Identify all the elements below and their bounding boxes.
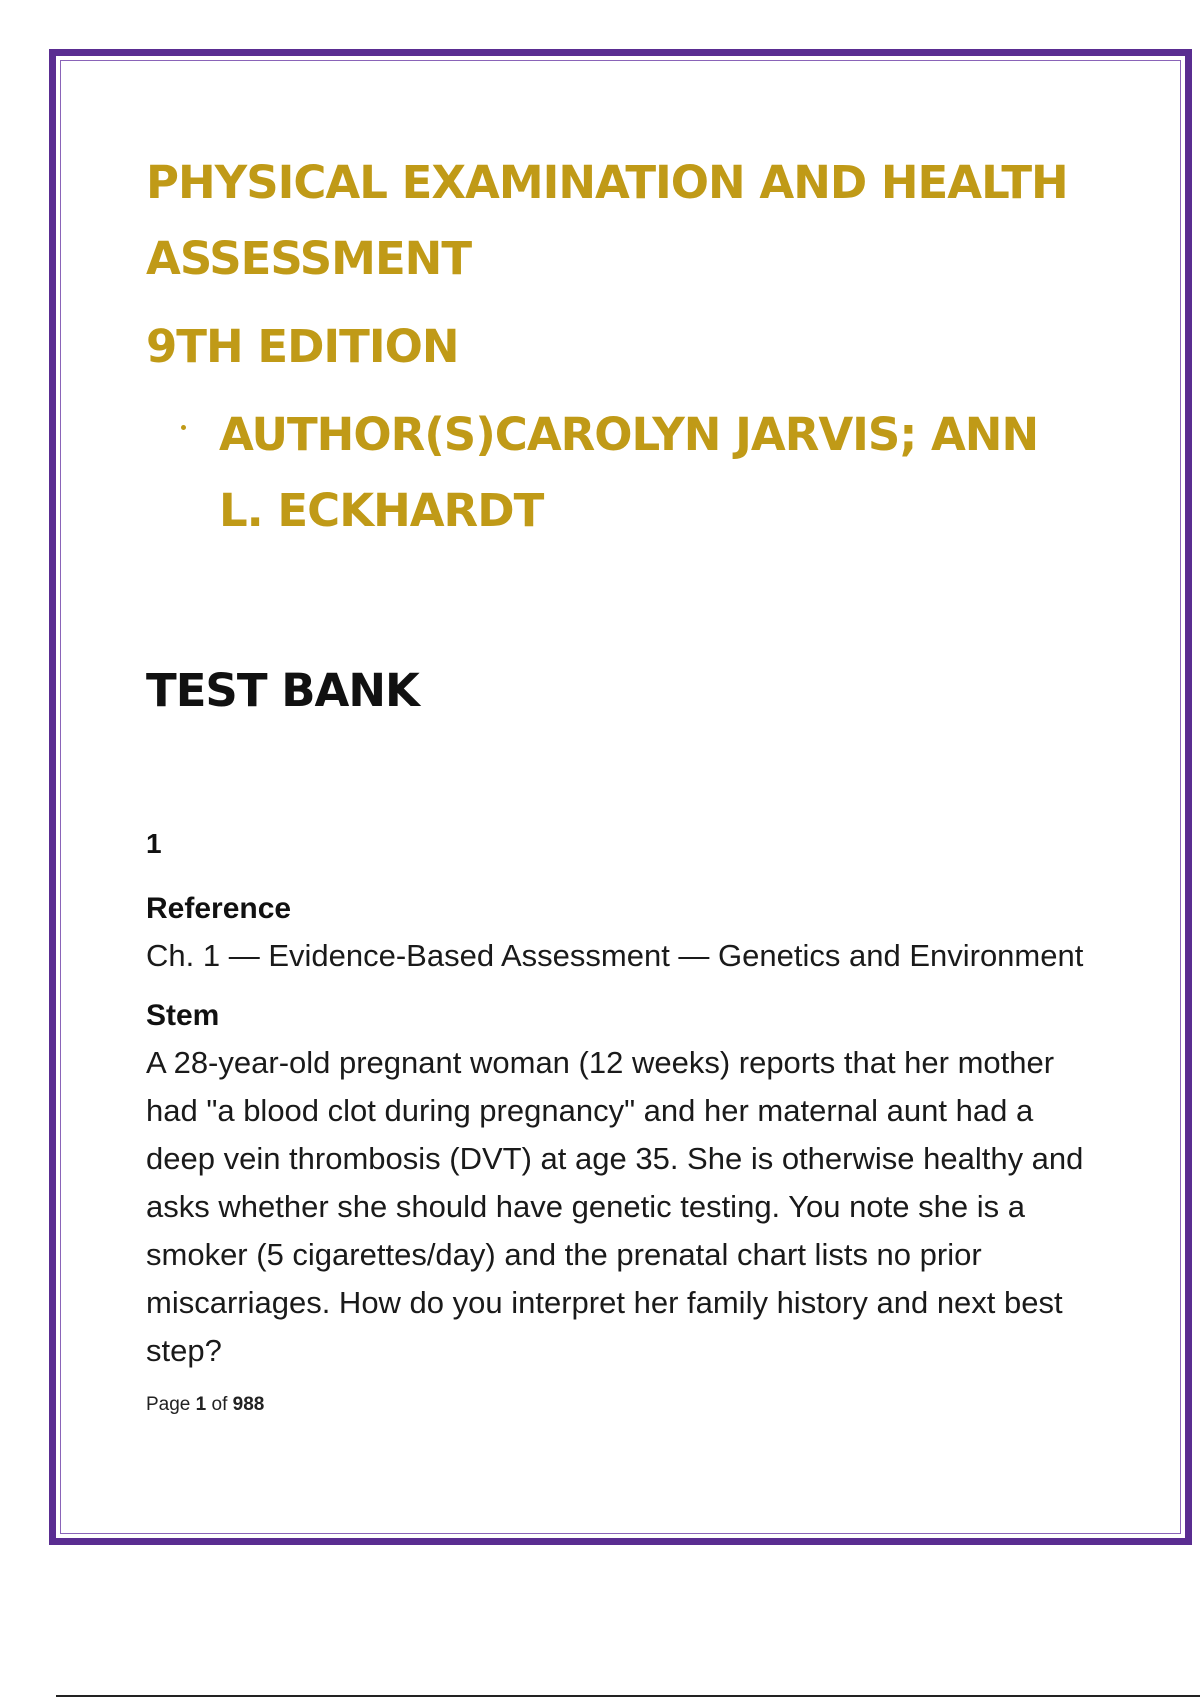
document-authors: AUTHOR(S)CAROLYN JARVIS; ANN L. ECKHARDT — [219, 408, 1039, 537]
reference-text: Ch. 1 — Evidence-Based Assessment — Genetics and Environment — [146, 938, 1084, 973]
test-bank-heading: TEST BANK — [146, 664, 419, 717]
bullet-icon — [181, 425, 186, 430]
document-title: PHYSICAL EXAMINATION AND HEALTH ASSESSMENT — [146, 156, 1068, 285]
document-edition: 9TH EDITION — [146, 320, 459, 373]
total-pages: 988 — [232, 1394, 265, 1415]
page-content — [146, 145, 1096, 1417]
page-number — [146, 1393, 1096, 1417]
reference-label: Reference — [146, 892, 292, 925]
of-label: of — [211, 1394, 228, 1415]
page-prefix: Page — [146, 1394, 191, 1415]
bottom-divider — [56, 1695, 1200, 1697]
stem-label: Stem — [146, 999, 220, 1032]
stem-text: A 28-year-old pregnant woman (12 weeks) reports that her mother had "a blood clot during pregnancy" and her maternal aunt had a deep vein thrombosis (DVT) at age 35. She is otherwise healthy and asks whether she should have genetic testing. You note she is a smoker (5 cigarettes/day) and the prenatal chart lists no prior miscarriages. How do you interpret her family history and next best step? — [146, 1045, 1084, 1368]
author-list-item — [146, 397, 1096, 549]
current-page: 1 — [195, 1394, 207, 1415]
question-number: 1 — [146, 828, 162, 859]
